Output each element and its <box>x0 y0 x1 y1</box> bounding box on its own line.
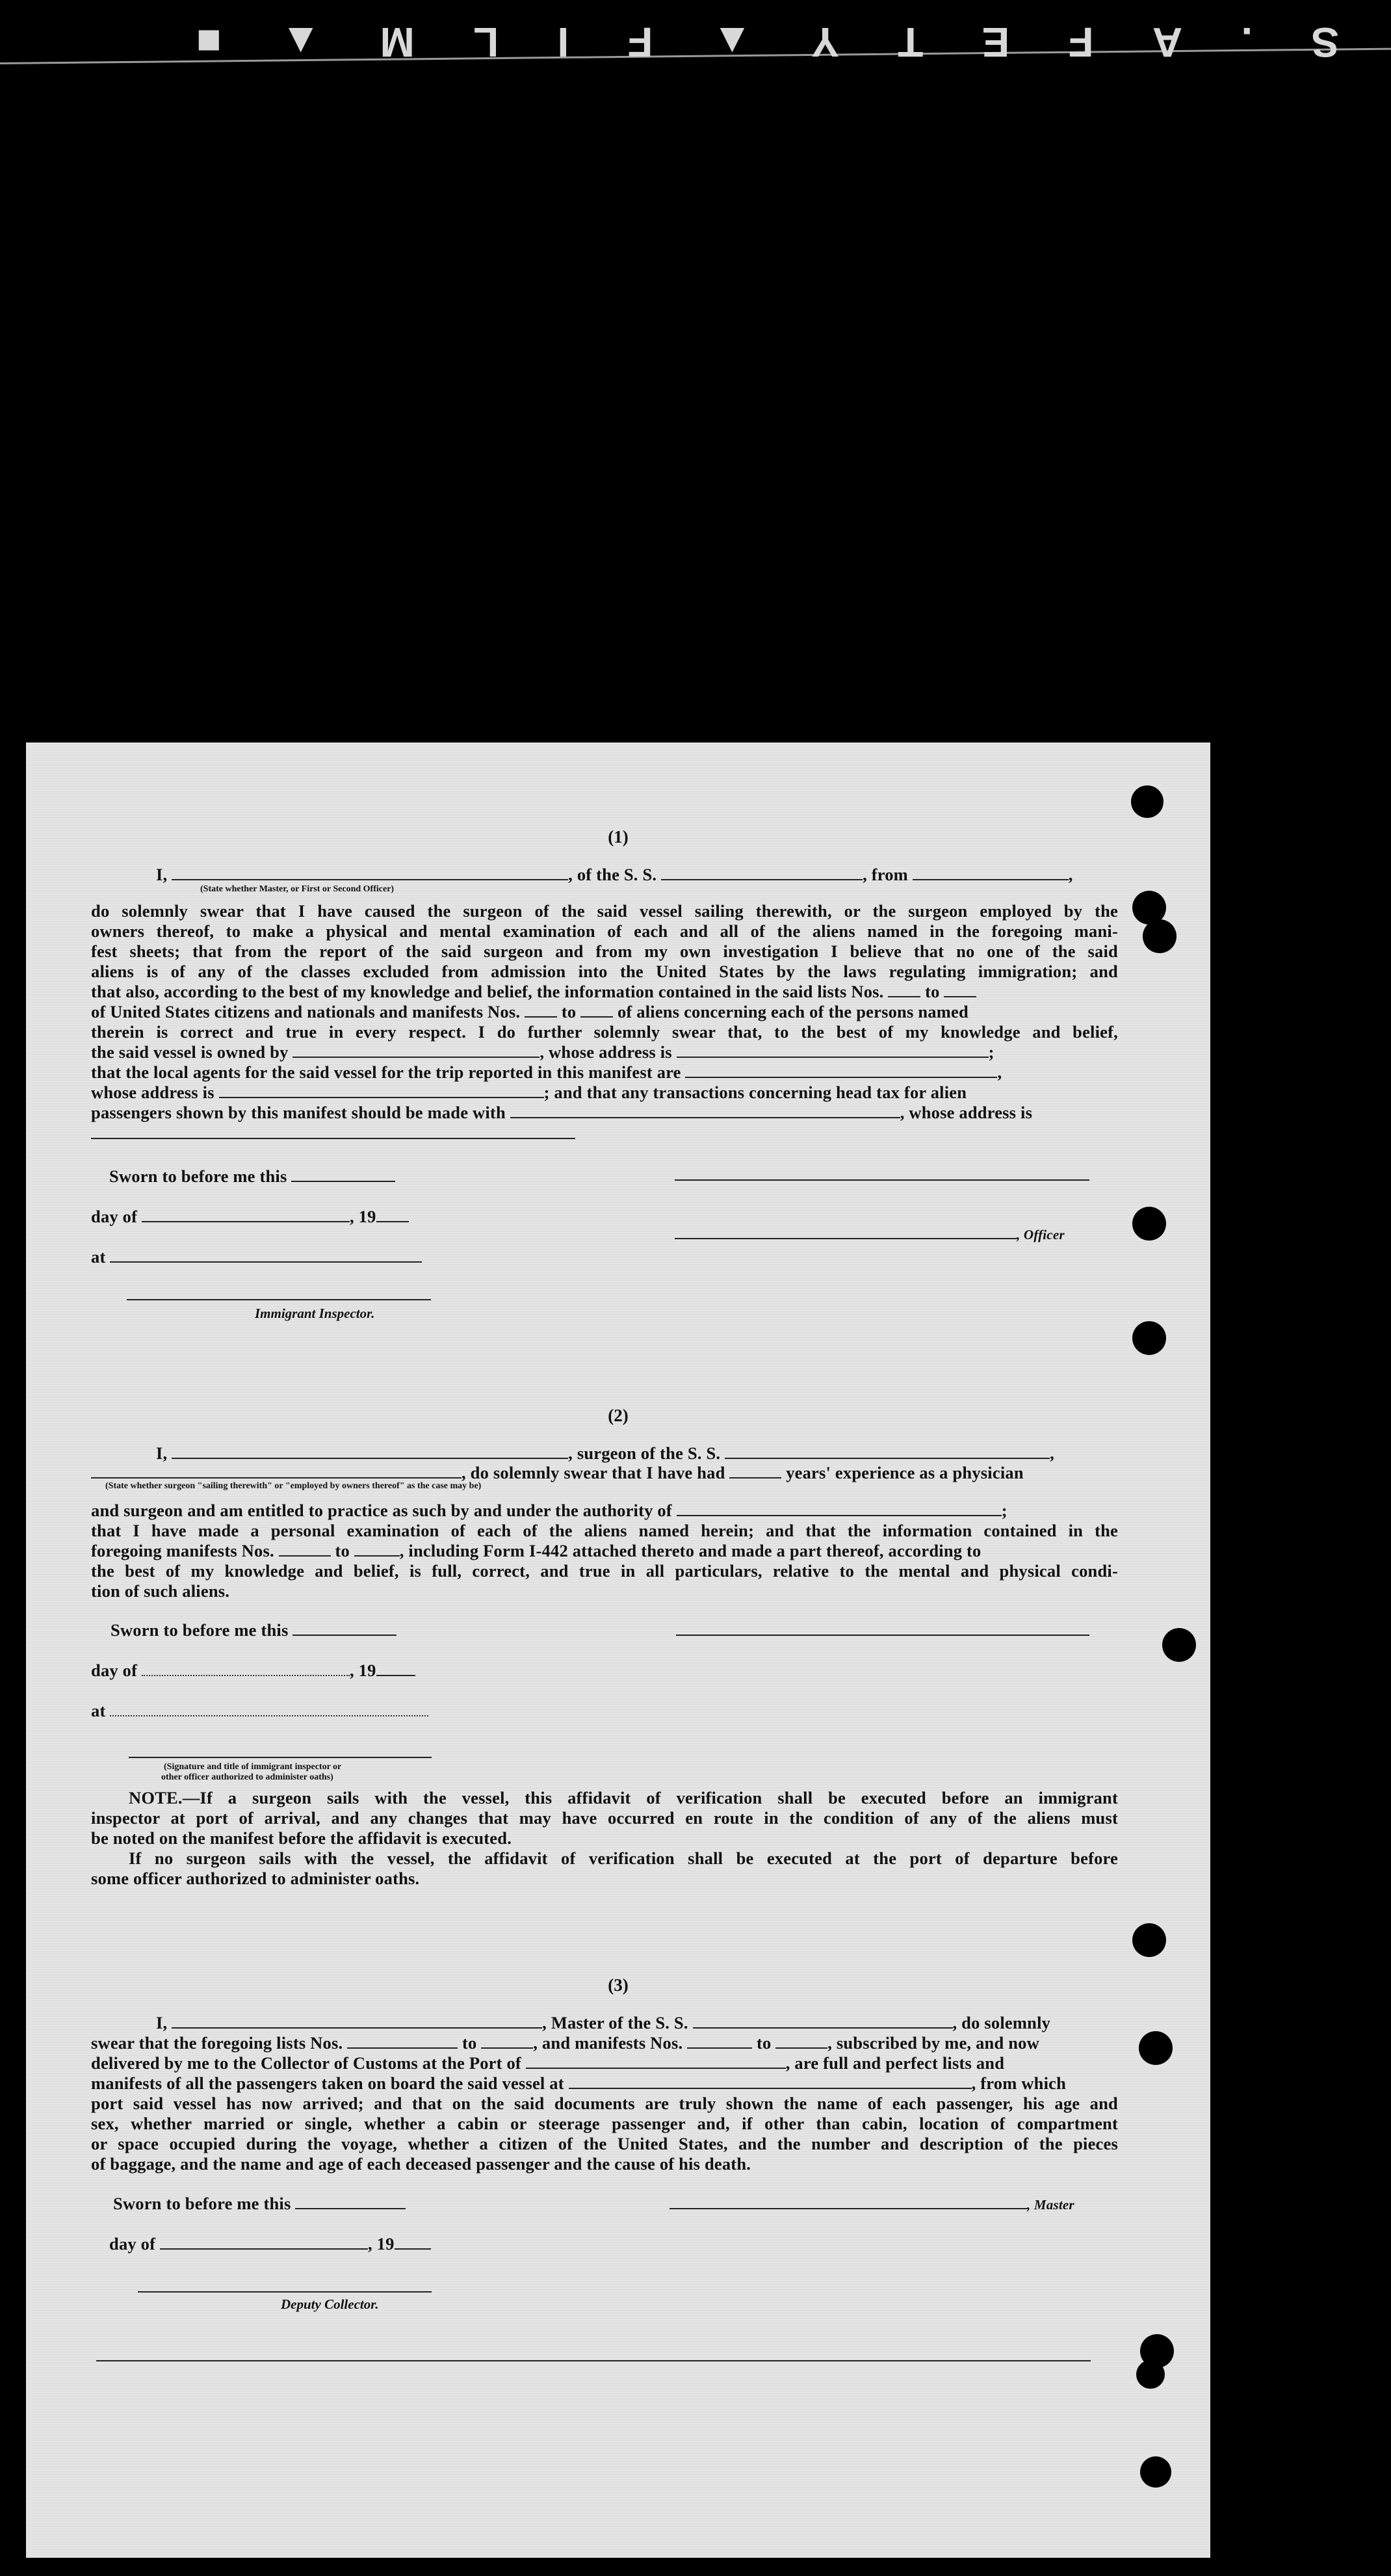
section-2-number: (2) <box>608 1406 629 1425</box>
s2-line-5: foregoing manifests Nos. to , including Form I-442 attached thereto and made a part thereof, according to <box>91 1541 982 1560</box>
film-letter: E <box>980 19 1010 66</box>
s3-lists-from-field[interactable] <box>347 2034 458 2049</box>
surgeon-status-field[interactable] <box>91 1464 462 1479</box>
s3-line-5: port said vessel has now arrived; and that on the said documents are truly shown the name of each passenger, his age and <box>91 2094 1118 2113</box>
agents-address-field[interactable] <box>219 1084 544 1098</box>
s3-line-4: manifests of all the passengers taken on board the said vessel at , from which <box>91 2073 1067 2093</box>
s2-vessel-name-field[interactable] <box>725 1445 1050 1459</box>
s2-line-2: , do solemnly swear that I have had years' experience as a physician <box>91 1463 1118 1483</box>
authority-field[interactable] <box>677 1502 1002 1516</box>
s2-manifests-from-field[interactable] <box>279 1542 331 1557</box>
s2-sworn-year-field[interactable] <box>376 1662 415 1676</box>
owner-address-field[interactable] <box>677 1044 989 1058</box>
film-letter: T <box>896 19 924 66</box>
s1-line-10: that the local agents for the said vessel for the trip reported in this manifest are , <box>91 1062 1002 1082</box>
s3-day-of: day of , 19 <box>109 2234 512 2254</box>
master-signature-field[interactable] <box>670 2195 1027 2209</box>
s2-note-2: inspector at port of arrival, and any changes that may have occurred en route in the condition of any of the aliens must <box>91 1808 1118 1828</box>
s1-inspector-line[interactable] <box>127 1299 431 1300</box>
s2-at: at <box>91 1701 494 1721</box>
s1-line-3: owners thereof, to make a physical and mental examination of each and all of the aliens named in the foregoing mani- <box>91 921 1118 941</box>
s1-line-9: the said vessel is owned by , whose address is ; <box>91 1042 994 1062</box>
s1-line-12: passengers shown by this manifest should be made with , whose address is <box>91 1103 1033 1122</box>
s2-sworn-month-field[interactable] <box>142 1662 350 1676</box>
film-letter: M <box>378 19 415 66</box>
film-edge-text <box>195 13 1339 72</box>
s1-inspector-label: Immigrant Inspector. <box>255 1306 375 1321</box>
film-letter: I <box>556 19 569 66</box>
local-agents-field[interactable] <box>685 1064 997 1078</box>
s3-manifests-to-field[interactable] <box>775 2034 827 2049</box>
s1-day-of: day of , 19 <box>91 1207 481 1227</box>
s3-sworn-month-field[interactable] <box>160 2235 368 2250</box>
s2-sig-caption-2: other officer authorized to administer oaths) <box>161 1772 333 1782</box>
punch-hole <box>1131 785 1164 818</box>
film-letter: Y <box>810 19 840 66</box>
s3-line-2: swear that the foregoing lists Nos. to , and manifests Nos. to , subscribed by me, and now <box>91 2033 1039 2053</box>
s3-sworn-day-field[interactable] <box>295 2195 406 2209</box>
manifests-to-field[interactable] <box>580 1003 613 1018</box>
section-1-number: (1) <box>608 827 629 847</box>
owner-field[interactable] <box>292 1044 540 1058</box>
section-3-number: (3) <box>608 1975 629 1995</box>
film-letter: F <box>626 19 653 66</box>
film-letter: ▲ <box>710 19 753 66</box>
film-letter: F <box>1067 19 1094 66</box>
s2-caption: (State whether surgeon "sailing therewith" or "employed by owners thereof" as the case may be) <box>105 1481 482 1491</box>
punch-hole <box>1139 2031 1173 2065</box>
film-edge <box>0 0 1391 72</box>
s3-line-8: of baggage, and the name and age of each deceased passenger and the cause of his death. <box>91 2154 751 2174</box>
s1-address-line[interactable] <box>91 1138 575 1139</box>
s3-lists-to-field[interactable] <box>481 2034 533 2049</box>
s2-inspector-line[interactable] <box>129 1757 432 1758</box>
lists-to-field[interactable] <box>944 983 976 997</box>
sworn-year-field[interactable] <box>376 1208 409 1222</box>
s2-note-5: some officer authorized to administer oaths. <box>91 1869 420 1888</box>
master-name-field[interactable] <box>172 2014 542 2029</box>
surgeon-name-field[interactable] <box>172 1445 568 1459</box>
punch-hole <box>1132 1923 1166 1957</box>
manifests-from-field[interactable] <box>525 1003 557 1018</box>
film-letter: A <box>1150 19 1183 66</box>
sworn-place-field[interactable] <box>110 1248 422 1263</box>
s2-sworn-day-field[interactable] <box>292 1622 396 1636</box>
sworn-month-field[interactable] <box>142 1208 350 1222</box>
s3-line-7: or space occupied during the voyage, whether a citizen of the United States, and the number and description of the pieces <box>91 2134 1118 2153</box>
s1-signature-line[interactable] <box>675 1179 1089 1181</box>
s2-sig-caption-1: (Signature and title of immigrant inspector or <box>164 1762 342 1772</box>
punch-hole <box>1132 1207 1166 1241</box>
punch-hole <box>1162 1628 1196 1662</box>
s1-line-1: I, , of the S. S. , from , <box>156 865 1073 884</box>
s1-officer: , Officer <box>675 1224 1117 1245</box>
document-page <box>26 743 1210 2558</box>
s2-line-7: tion of such aliens. <box>91 1581 230 1601</box>
s2-note-3: be noted on the manifest before the affidavit is executed. <box>91 1828 512 1848</box>
s2-manifests-to-field[interactable] <box>354 1542 400 1557</box>
s2-line-1: I, , surgeon of the S. S. , <box>156 1443 1054 1463</box>
s3-sworn-year-field[interactable] <box>395 2235 431 2250</box>
s3-line-6: sex, whether married or single, whether a cabin or steerage passenger and, if other than cabin, location of compartment <box>91 2114 1118 2133</box>
s3-sworn: Sworn to before me this <box>113 2194 503 2214</box>
film-letter: S <box>1310 19 1339 66</box>
s1-line-7: of United States citizens and nationals and manifests Nos. to of aliens concerning each of the persons named <box>91 1002 968 1021</box>
punch-hole <box>1136 2360 1165 2389</box>
years-experience-field[interactable] <box>729 1464 781 1479</box>
s2-day-of: day of , 19 <box>91 1661 494 1681</box>
s1-line-2: do solemnly swear that I have caused the surgeon of the said vessel sailing therewith, or the surgeon employed by the <box>91 901 1118 921</box>
embarkation-port-field[interactable] <box>569 2075 972 2089</box>
s1-at: at <box>91 1247 481 1267</box>
punch-hole <box>1140 2456 1171 2488</box>
s2-note-4: If no surgeon sails with the vessel, the affidavit of verification shall be executed at the port of departure before <box>129 1848 1118 1868</box>
s3-collector-label: Deputy Collector. <box>281 2296 379 2312</box>
officer-rank-field[interactable] <box>172 866 568 880</box>
port-field[interactable] <box>526 2055 786 2069</box>
s2-line-6: the best of my knowledge and belief, is full, correct, and true in all particulars, relative to the mental and physical condi- <box>91 1561 1118 1581</box>
film-letter: L <box>472 19 499 66</box>
s3-manifests-from-field[interactable] <box>687 2034 752 2049</box>
departure-port-field[interactable] <box>913 866 1069 880</box>
head-tax-contact-field[interactable] <box>510 1104 900 1118</box>
s3-collector-line[interactable] <box>138 2291 432 2293</box>
bottom-rule <box>96 2360 1091 2361</box>
s3-master: , Master <box>670 2194 1119 2215</box>
s1-line-5: aliens is of any of the classes excluded from admission into the United States by the laws regulating immigration; and <box>91 962 1118 981</box>
s3-line-3: delivered by me to the Collector of Customs at the Port of , are full and perfect lists and <box>91 2053 1005 2073</box>
s1-line-4: fest sheets; that from the report of the said surgeon and from my own investigation I believe that no one of the said <box>91 941 1118 961</box>
sworn-day-field[interactable] <box>291 1168 395 1182</box>
s2-line-3: and surgeon and am entitled to practice as such by and under the authority of ; <box>91 1501 1008 1520</box>
officer-signature-field[interactable] <box>675 1225 1017 1239</box>
punch-hole <box>1132 1321 1166 1355</box>
vessel-name-field[interactable] <box>661 866 863 880</box>
s3-vessel-name-field[interactable] <box>693 2014 953 2029</box>
s1-sworn: Sworn to before me this <box>109 1166 499 1187</box>
punch-hole <box>1143 919 1176 953</box>
s1-caption: (State whether Master, or First or Second Officer) <box>200 884 395 894</box>
s2-sworn-place-field[interactable] <box>110 1702 428 1716</box>
s1-line-11: whose address is ; and that any transactions concerning head tax for alien <box>91 1083 967 1102</box>
s2-note-1: NOTE.—If a surgeon sails with the vessel, this affidavit of verification shall be executed before an immigrant <box>129 1788 1118 1807</box>
lists-from-field[interactable] <box>888 983 920 997</box>
film-letter: ■ <box>195 19 222 66</box>
s2-signature-line[interactable] <box>676 1635 1089 1636</box>
s2-line-4: that I have made a personal examination of each of the aliens named herein; and that the information contained in the <box>91 1521 1118 1540</box>
film-letter: ▲ <box>278 19 322 66</box>
s3-line-1: I, , Master of the S. S. , do solemnly <box>156 2013 1051 2032</box>
film-letter: . <box>1240 19 1253 66</box>
s1-line-6: that also, according to the best of my knowledge and belief, the information contained in the said lists Nos. to <box>91 982 1118 1002</box>
s2-sworn: Sworn to before me this <box>110 1620 500 1640</box>
s1-line-8: therein is correct and true in every respect. I do further solemnly swear that, to the best of my knowledge and belief, <box>91 1022 1118 1042</box>
